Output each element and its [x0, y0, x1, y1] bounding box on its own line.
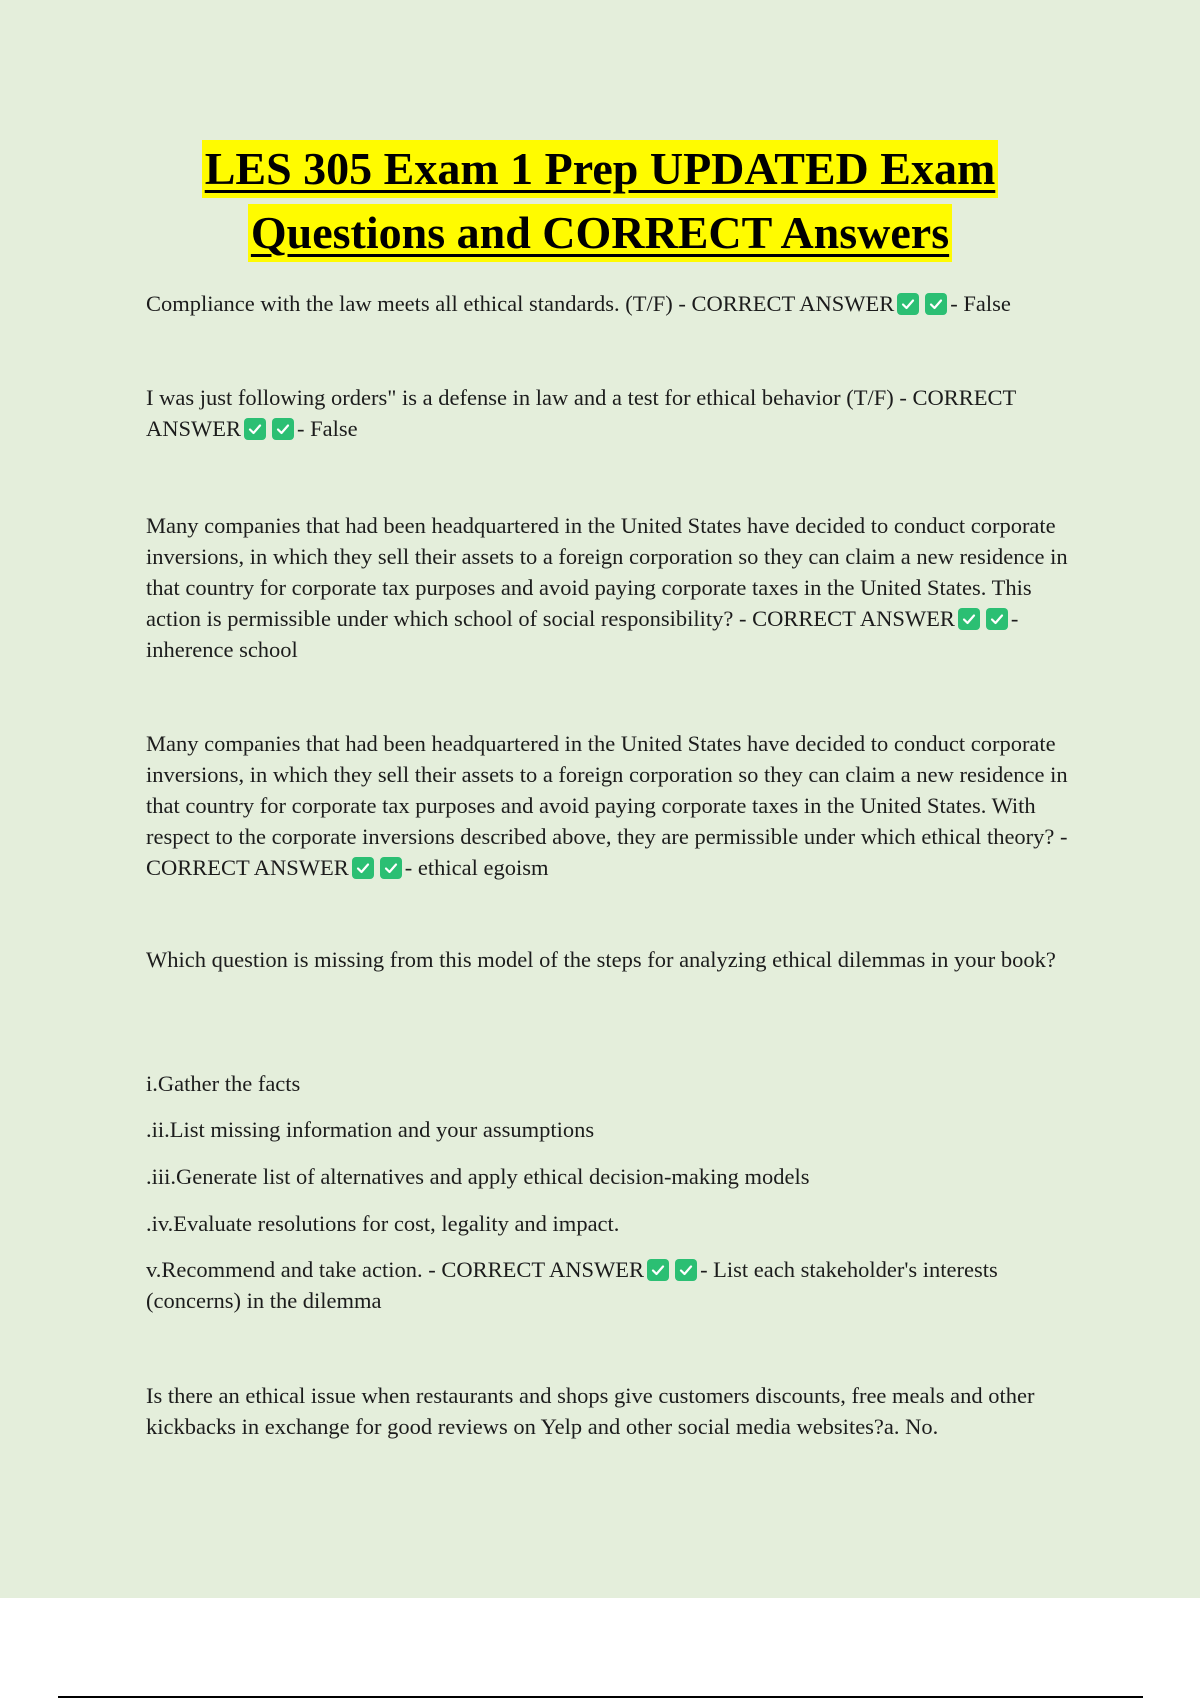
answer-text: - ethical egoism — [404, 855, 549, 880]
question-text: Compliance with the law meets all ethical standards. (T/F) - — [146, 291, 692, 316]
answer-text: - List each stakeholder's interests (concerns) in the dilemma — [146, 1257, 998, 1313]
answer-text: - inherence school — [146, 606, 1019, 662]
check-mark-icon — [380, 857, 402, 879]
correct-answer-label: CORRECT ANSWER — [146, 385, 1016, 441]
check-mark-icon — [986, 608, 1008, 630]
question-text: Is there an ethical issue when restaurants and shops give customers discounts, free meals and other kickbacks in exchange for good reviews on Yelp and other social media websites?a. No. — [146, 1383, 1035, 1439]
step-item-last — [146, 1254, 1086, 1316]
answer-text: - False — [297, 416, 358, 441]
title-line-1: LES 305 Exam 1 Prep UPDATED Exam — [202, 140, 999, 198]
check-mark-icon — [647, 1259, 669, 1281]
footer-divider — [58, 1696, 1143, 1698]
qa-item-1 — [146, 288, 1086, 319]
qa-item-3 — [146, 510, 1086, 665]
check-mark-icon — [244, 418, 266, 440]
check-mark-icon — [272, 418, 294, 440]
qa-item-6 — [146, 1380, 1086, 1442]
step-item: .iv.Evaluate resolutions for cost, legality and impact. — [146, 1211, 620, 1236]
qa-item-2 — [146, 382, 1086, 444]
answer-text: - False — [950, 291, 1011, 316]
check-mark-icon — [675, 1259, 697, 1281]
title-line-2: Questions and CORRECT Answers — [248, 204, 952, 262]
step-item: .ii.List missing information and your assumptions — [146, 1117, 595, 1142]
qa-item-5 — [146, 944, 1086, 975]
question-text: Many companies that had been headquartered in the United States have decided to conduct corporate inversions, in which they sell their assets to a foreign corporation so they can claim a new residence in that country for corporate tax purposes and avoid paying corporate taxes in the United States. With respect to the corporate inversions described above, they are permissible under which ethical theory? - — [146, 731, 1068, 849]
check-mark-icon — [958, 608, 980, 630]
step-text: v.Recommend and take action. - — [146, 1257, 442, 1282]
check-mark-icon — [925, 293, 947, 315]
document-title — [0, 140, 1200, 262]
qa-item-4 — [146, 728, 1086, 883]
step-item: .iii.Generate list of alternatives and apply ethical decision-making models — [146, 1164, 810, 1189]
correct-answer-label: CORRECT ANSWER — [441, 1257, 645, 1282]
correct-answer-label: CORRECT ANSWER — [691, 291, 895, 316]
correct-answer-label: CORRECT ANSWER — [752, 606, 955, 631]
check-mark-icon — [897, 293, 919, 315]
question-text: Which question is missing from this model of the steps for analyzing ethical dilemmas in your book? — [146, 947, 1056, 972]
step-item: i.Gather the facts — [146, 1071, 301, 1096]
question-text: I was just following orders" is a defense in law and a test for ethical behavior (T/F) - — [146, 385, 913, 410]
check-mark-icon — [352, 857, 374, 879]
question-text: Many companies that had been headquartered in the United States have decided to conduct corporate inversions, in which they sell their assets to a foreign corporation so they can claim a new residence in that country for corporate tax purposes and avoid paying corporate taxes in the United States. This action is permissible under which school of social responsibility? - — [146, 513, 1068, 631]
correct-answer-label: CORRECT ANSWER — [146, 855, 349, 880]
